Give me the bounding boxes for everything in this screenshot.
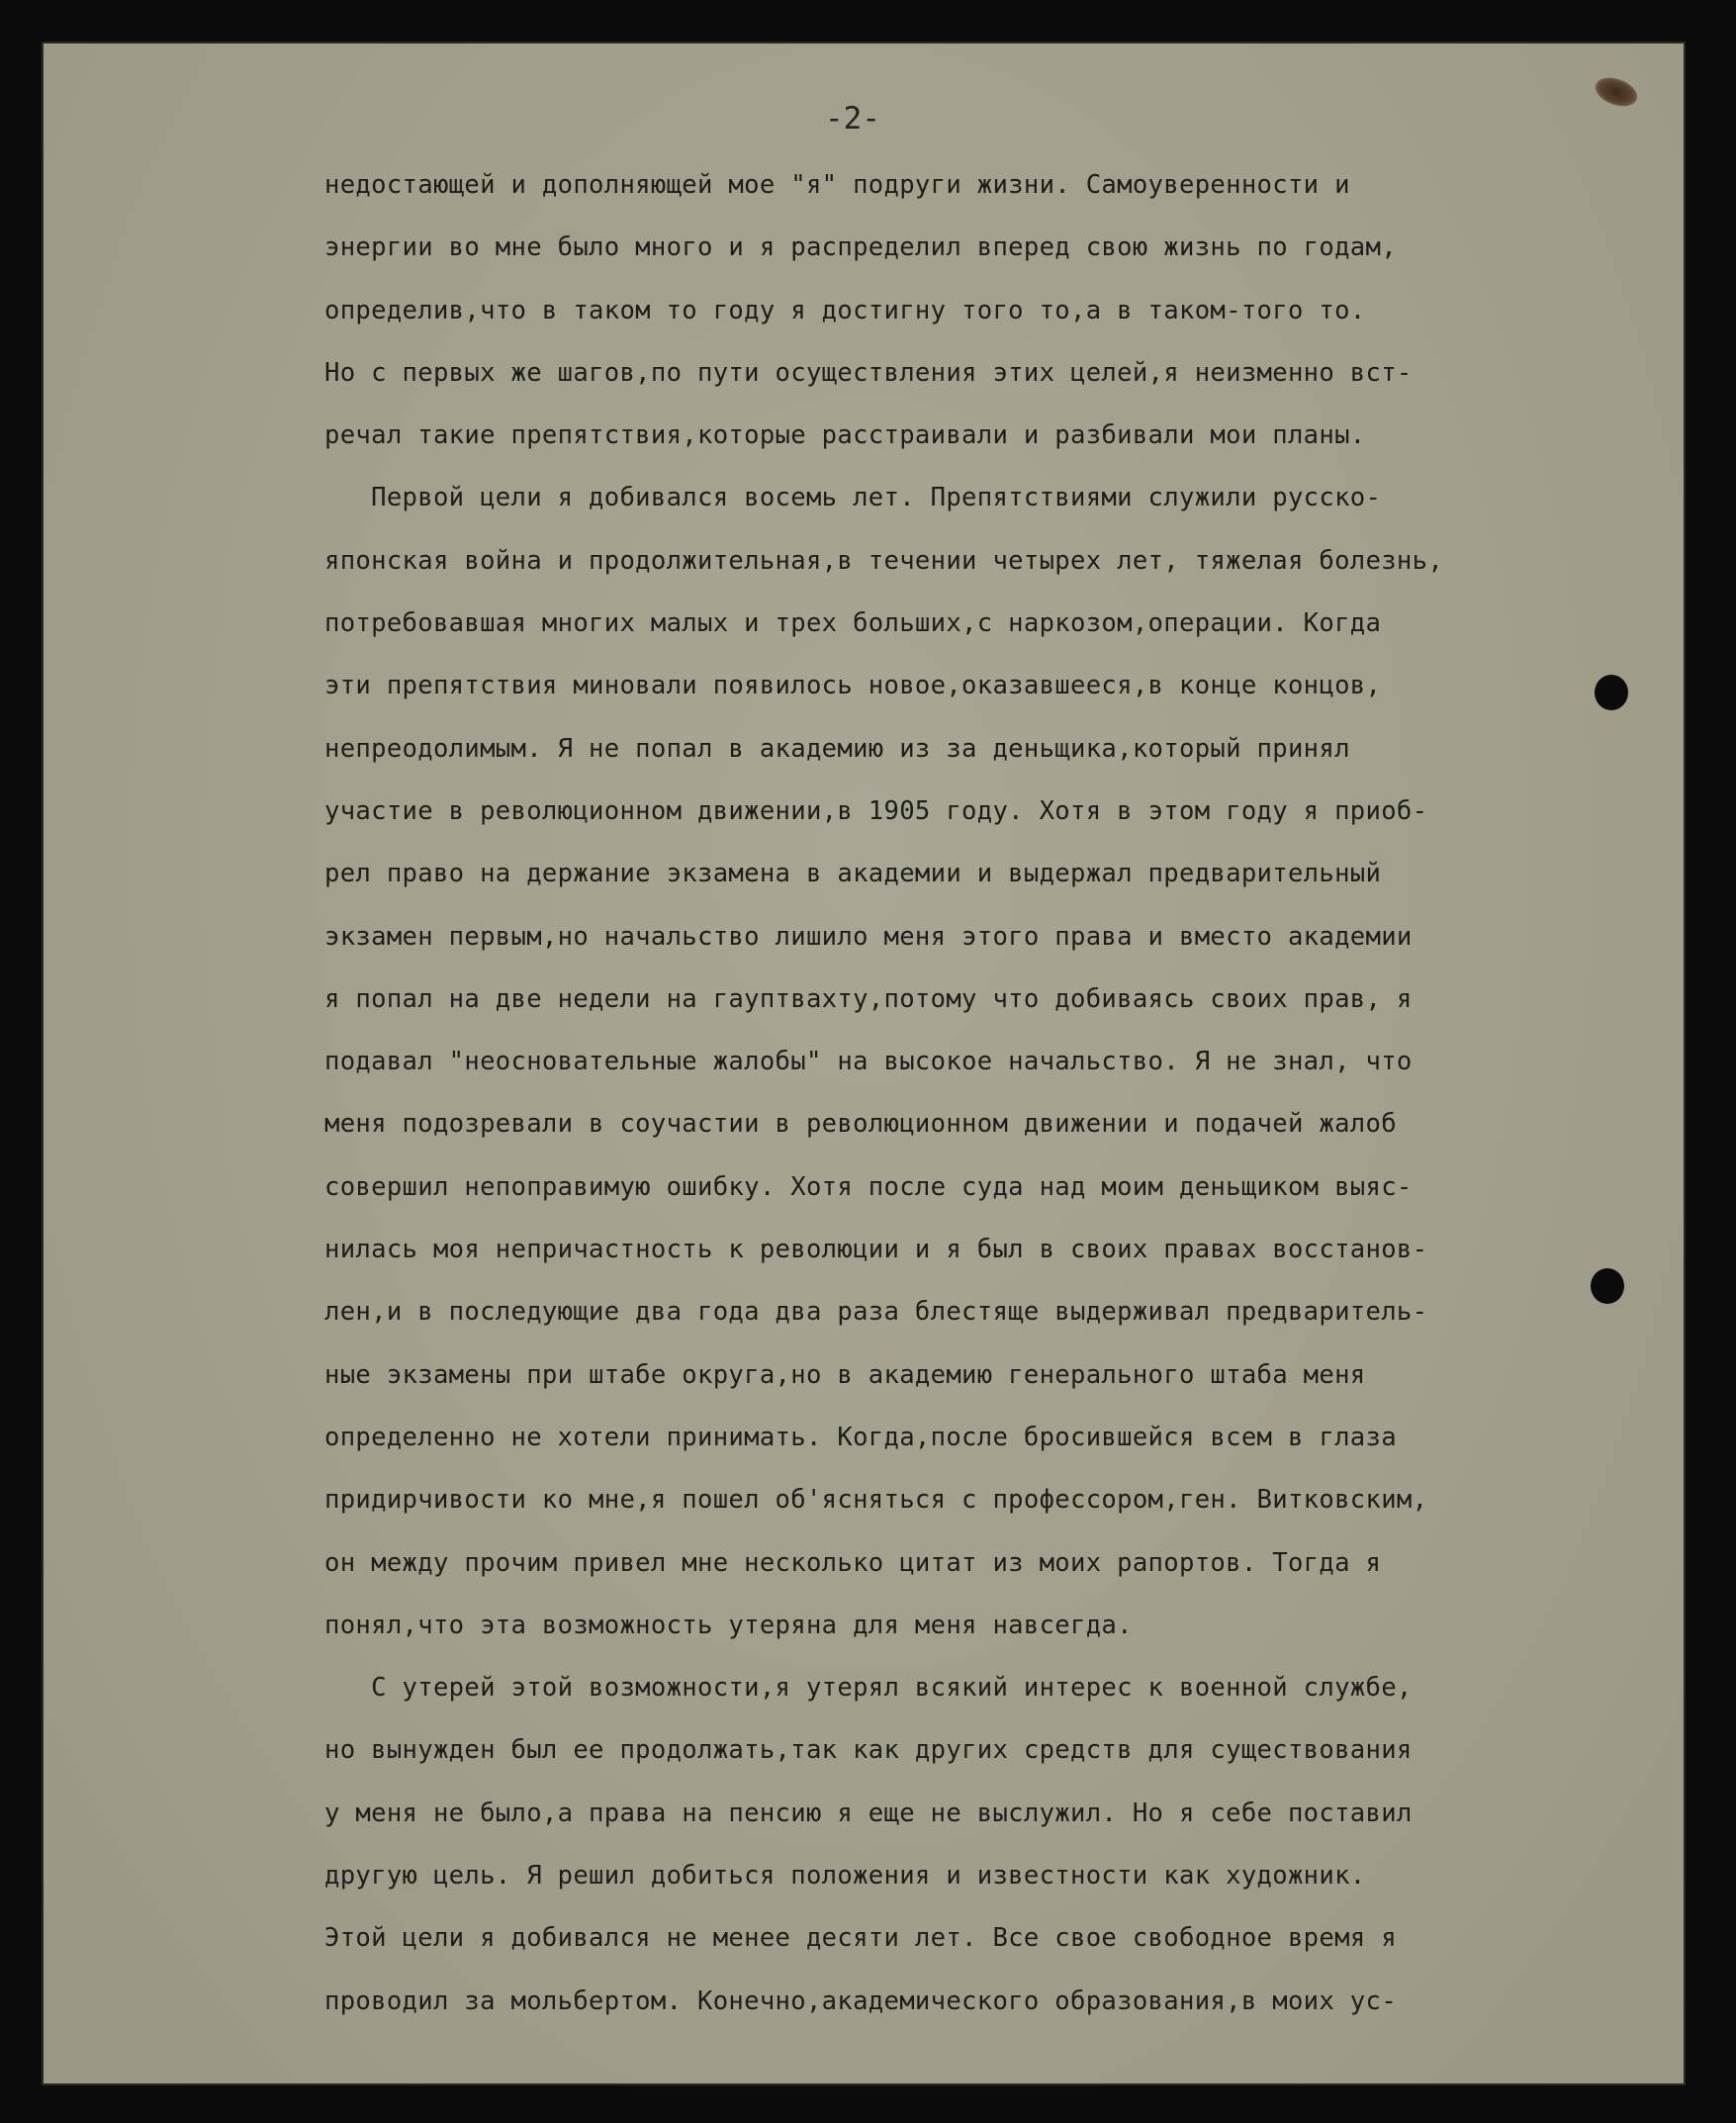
ink-stain: [1592, 72, 1641, 111]
text-line: речал такие препятствия,которые расстраивали и разбивали мои планы.: [324, 420, 1366, 451]
text-line: нилась моя непричастность к революции и я был в своих правах восстанов-: [324, 1235, 1428, 1265]
text-line: меня подозревали в соучастии в революционном движении и подачей жалоб: [324, 1109, 1397, 1140]
text-line: потребовавшая многих малых и трех больших,с наркозом,операции. Когда: [324, 608, 1382, 639]
text-line: понял,что эта возможность утеряна для меня навсегда.: [324, 1610, 1133, 1640]
text-line: но вынужден был ее продолжать,так как других средств для существования: [324, 1735, 1413, 1766]
text-line: экзамен первым,но начальство лишило меня этого права и вместо академии: [324, 921, 1413, 952]
text-line: энергии во мне было много и я распределил вперед свою жизнь по годам,: [324, 232, 1397, 263]
text-line: другую цель. Я решил добиться положения и известности как художник.: [324, 1861, 1366, 1892]
text-line: С утерей этой возможности,я утерял всякий интерес к военной службе,: [324, 1673, 1413, 1704]
text-line: подавал "неосновательные жалобы" на высокое начальство. Я не знал, что: [324, 1047, 1413, 1077]
page-number: -2-: [825, 101, 880, 137]
text-line: придирчивости ко мне,я пошел об'ясняться с профессором,ген. Витковским,: [324, 1485, 1428, 1516]
text-line: Этой цели я добивался не менее десяти лет. Все свое свободное время я: [324, 1923, 1397, 1954]
text-line: он между прочим привел мне несколько цитат из моих рапортов. Тогда я: [324, 1547, 1382, 1578]
text-line: определенно не хотели принимать. Когда,после бросившейся всем в глаза: [324, 1422, 1397, 1452]
document-page: [42, 42, 1686, 2085]
text-line: совершил непоправимую ошибку. Хотя после суда над моим деньщиком выяс-: [324, 1171, 1413, 1202]
text-line: Первой цели я добивался восемь лет. Препятствиями служили русско-: [324, 483, 1382, 513]
text-line: ные экзамены при штабе округа,но в академию генерального штаба меня: [324, 1359, 1366, 1390]
text-line: у меня не было,а права на пенсию я еще не выслужил. Но я себе поставил: [324, 1798, 1413, 1828]
typed-text-body: [324, 154, 1650, 2033]
text-line: лен,и в последующие два года два раза блестяще выдерживал предваритель-: [324, 1297, 1428, 1328]
text-line: участие в революционном движении,в 1905 году. Хотя в этом году я приоб-: [324, 795, 1428, 826]
text-line: я попал на две недели на гауптвахту,потому что добиваясь своих прав, я: [324, 983, 1413, 1014]
text-line: недостающей и дополняющей мое "я" подруги жизни. Самоуверенности и: [324, 170, 1350, 200]
text-line: проводил за мольбертом. Конечно,академического образования,в моих ус-: [324, 1985, 1397, 2016]
text-line: определив,что в таком то году я достигну того то,а в таком-того то.: [324, 295, 1366, 325]
text-line: Но с первых же шагов,по пути осуществления этих целей,я неизменно вст-: [324, 357, 1413, 388]
text-line: японская война и продолжительная,в течении четырех лет, тяжелая болезнь,: [324, 545, 1444, 576]
text-line: рел право на держание экзамена в академии и выдержал предварительный: [324, 859, 1382, 889]
text-line: эти препятствия миновали появилось новое,оказавшееся,в конце концов,: [324, 671, 1382, 701]
text-line: непреодолимым. Я не попал в академию из за деньщика,который принял: [324, 733, 1350, 764]
